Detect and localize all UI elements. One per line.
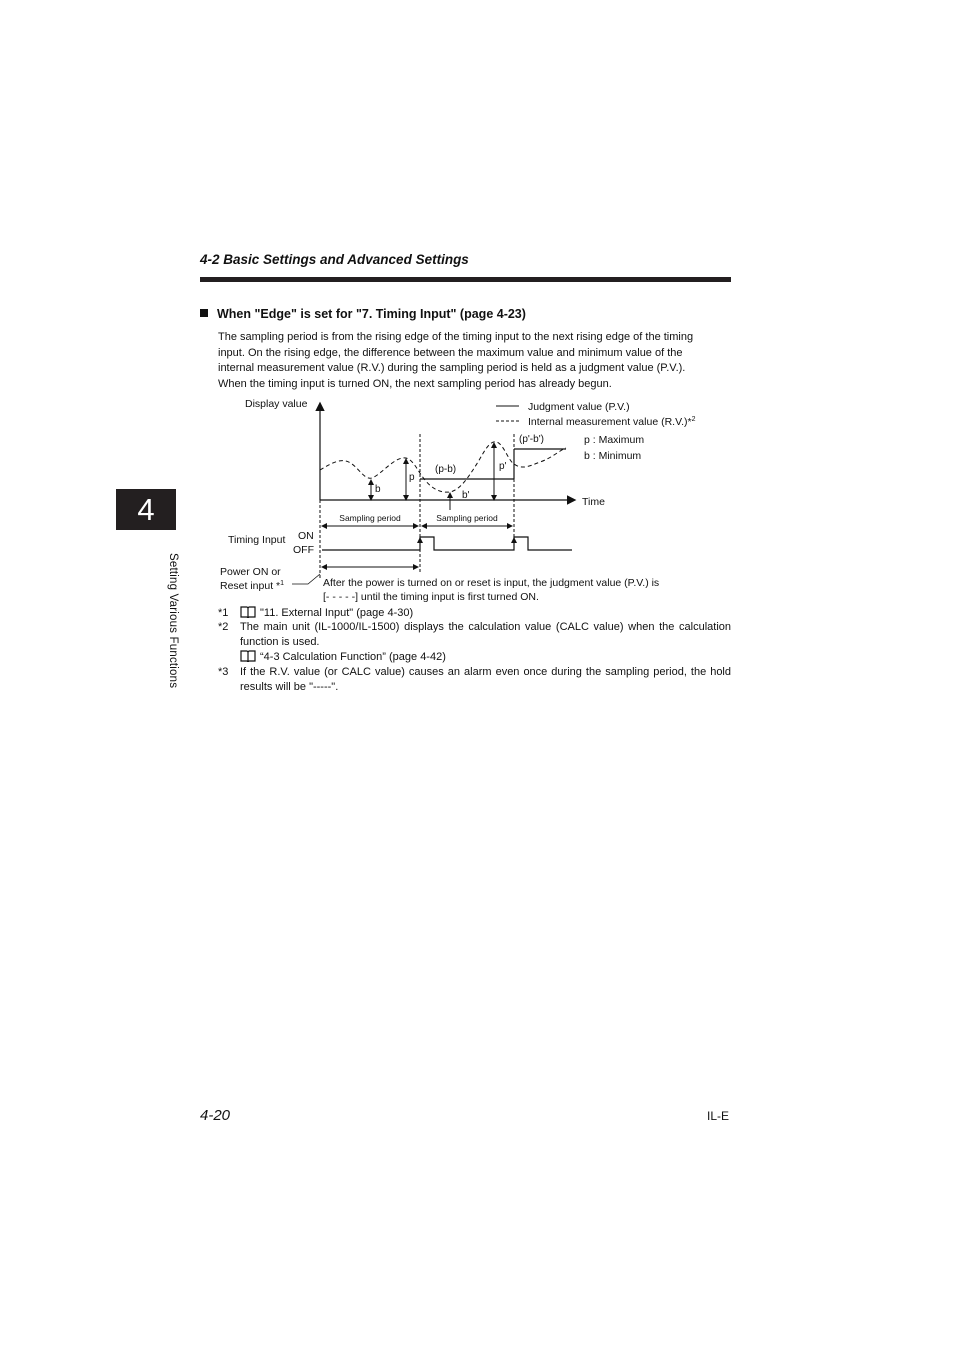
p-definition: p : Maximum — [584, 434, 645, 446]
power-on-label-line1: Power ON or — [220, 566, 281, 578]
page-number: 4-20 — [200, 1107, 231, 1124]
label-b-prime: b' — [462, 490, 470, 501]
timing-diagram — [0, 0, 954, 620]
b-definition: b : Minimum — [584, 450, 642, 462]
timing-input-signal — [322, 537, 572, 550]
footnote-2-ref — [218, 650, 731, 665]
on-label: ON — [298, 530, 314, 542]
label-p-minus-b: (p-b) — [435, 464, 457, 475]
power-on-sup: 1 — [280, 580, 285, 587]
legend-rv-text: Internal measurement value (R.V.)* — [528, 416, 692, 428]
intro-line: The sampling period is from the rising edge of the timing input to the next rising edge of the timing — [218, 331, 694, 343]
power-on-note-line1: After the power is turned on or reset is input, the judgment value (P.V.) is — [323, 577, 660, 589]
x-axis-label: Time — [582, 496, 605, 508]
y-axis-label: Display value — [245, 398, 308, 410]
chapter-tab: 4 — [116, 489, 176, 530]
sampling-period-label-1: Sampling period — [339, 513, 401, 523]
chapter-side-label: Setting Various Functions — [167, 553, 179, 689]
footnote-body — [240, 650, 731, 665]
footnote-mark: *3 — [218, 666, 229, 678]
section-heading-text: When "Edge" is set for "7. Timing Input" (page 4-23) — [217, 307, 526, 321]
power-on-note-line2: [- - - - -] until the timing input is first turned ON. — [323, 591, 539, 603]
footnote-body — [240, 606, 731, 621]
timing-input-label: Timing Input — [228, 534, 286, 546]
legend-rv-sup: 2 — [691, 416, 696, 423]
power-on-label-line2 — [220, 580, 284, 592]
document-code: IL-E — [707, 1109, 730, 1123]
footnote-body: The main unit (IL-1000/IL-1500) displays the calculation value (CALC value) when the calculation function is used. — [240, 621, 731, 648]
legend-rv-label — [528, 416, 696, 428]
sampling-period-label-2: Sampling period — [436, 513, 498, 523]
intro-line: When the timing input is turned ON, the next sampling period has already begun. — [218, 377, 612, 390]
intro-line: internal measurement value (R.V.) during the sampling period is held as a judgment value (P.V.). — [218, 362, 686, 374]
section-header-title: 4-2 Basic Settings and Advanced Settings — [200, 252, 469, 267]
footnote-body: If the R.V. value (or CALC value) causes an alarm even once during the sampling period, the hold results will be "-----". — [240, 666, 731, 693]
footnote-1 — [218, 606, 731, 621]
label-p-prime: p' — [499, 461, 507, 472]
footnote-3 — [218, 665, 731, 695]
off-label: OFF — [293, 544, 314, 556]
footnote-text: "11. External Input" (page 4-30) — [260, 607, 414, 619]
power-on-label-text: Reset input * — [220, 580, 281, 592]
label-p-prime-minus-b-prime: (p'-b') — [519, 434, 544, 445]
footnote-2 — [218, 620, 731, 650]
power-on-leader — [292, 574, 320, 584]
intro-line: input. On the rising edge, the difference between the maximum value and minimum value of the — [218, 346, 683, 359]
book-reference-icon — [240, 606, 256, 618]
footnote-ref-text: “4-3 Calculation Function” (page 4-42) — [260, 651, 446, 663]
label-p: p — [409, 472, 415, 483]
legend-pv-label: Judgment value (P.V.) — [528, 401, 630, 413]
label-b: b — [375, 484, 381, 495]
book-reference-icon — [240, 650, 256, 662]
footnote-mark: *2 — [218, 621, 229, 633]
footnote-mark: *1 — [218, 607, 229, 619]
